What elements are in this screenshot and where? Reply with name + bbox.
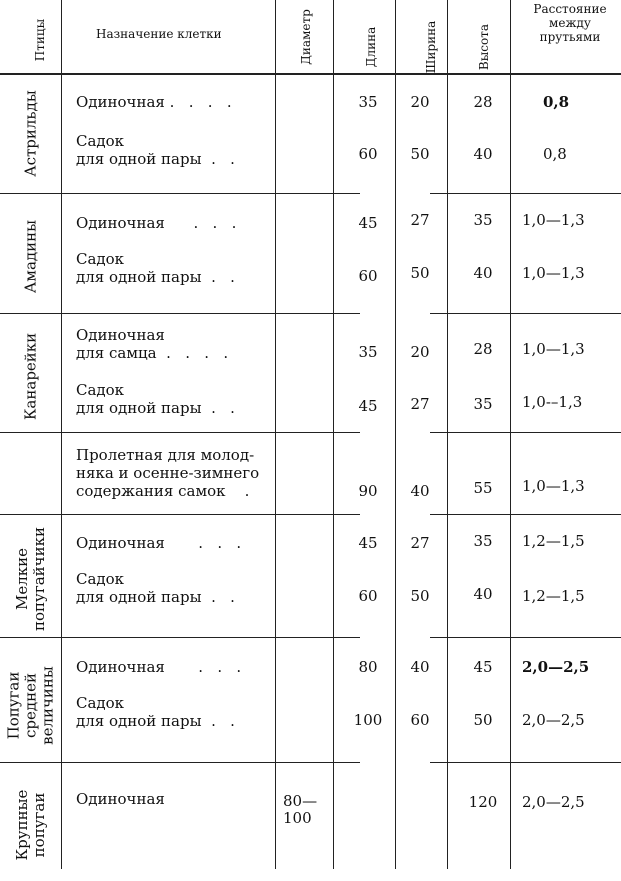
group-rule bbox=[0, 637, 360, 638]
cage-purpose: Одиночная для самца . . . . bbox=[76, 326, 229, 362]
header-spacing: Расстояние между прутьями bbox=[533, 2, 607, 44]
bar-spacing: 0,8 bbox=[543, 93, 570, 111]
col-rule-3 bbox=[333, 0, 334, 869]
cage-purpose: Одиночная . . . bbox=[76, 214, 237, 232]
col-rule-4 bbox=[395, 0, 396, 869]
cage-length: 35 bbox=[358, 343, 378, 361]
group-rule bbox=[0, 432, 360, 433]
cage-height: 28 bbox=[473, 93, 493, 111]
cage-height: 55 bbox=[473, 479, 493, 497]
col-rule-6 bbox=[510, 0, 511, 869]
cage-purpose: Одиночная . . . bbox=[76, 534, 242, 552]
col-rule-2 bbox=[275, 0, 276, 869]
bar-spacing: 2,0—2,5 bbox=[522, 658, 590, 676]
group-name: Попугаи средней величины bbox=[4, 666, 57, 745]
header-purpose: Назначение клетки bbox=[96, 27, 222, 41]
group-rule bbox=[430, 193, 621, 194]
bar-spacing: 2,0—2,5 bbox=[522, 711, 585, 729]
bar-spacing: 1,0-–1,3 bbox=[522, 393, 583, 411]
cage-height: 35 bbox=[473, 211, 493, 229]
cage-length: 60 bbox=[358, 587, 378, 605]
group-rule bbox=[0, 193, 360, 194]
cage-length: 45 bbox=[358, 397, 378, 415]
group-rule bbox=[0, 762, 360, 763]
cage-length: 45 bbox=[358, 534, 378, 552]
bar-spacing: 1,0—1,3 bbox=[522, 477, 585, 495]
cage-width: 40 bbox=[410, 658, 430, 676]
cage-purpose: Садок для одной пары . . bbox=[76, 132, 235, 168]
bar-spacing: 1,0—1,3 bbox=[522, 340, 585, 358]
cage-width: 50 bbox=[410, 145, 430, 163]
col-rule-1 bbox=[61, 0, 62, 869]
cage-height: 45 bbox=[473, 658, 493, 676]
cage-width: 60 bbox=[410, 711, 430, 729]
cage-purpose: Одиночная bbox=[76, 790, 165, 808]
cage-length: 100 bbox=[353, 711, 383, 729]
group-rule bbox=[430, 313, 621, 314]
bar-spacing: 1,2—1,5 bbox=[522, 587, 585, 605]
group-rule bbox=[430, 637, 621, 638]
cage-height: 35 bbox=[473, 395, 493, 413]
cage-height: 40 bbox=[473, 585, 493, 603]
group-rule bbox=[430, 432, 621, 433]
bar-spacing: 1,2—1,5 bbox=[522, 532, 585, 550]
bar-spacing: 1,0—1,3 bbox=[522, 211, 585, 229]
bar-spacing: 1,0—1,3 bbox=[522, 264, 585, 282]
cage-width: 20 bbox=[410, 93, 430, 111]
header-diameter: Диаметр bbox=[299, 9, 313, 65]
cage-length: 80 bbox=[358, 658, 378, 676]
cage-width: 40 bbox=[410, 482, 430, 500]
cage-purpose: Одиночная . . . bbox=[76, 658, 242, 676]
group-name: Канарейки bbox=[21, 332, 40, 421]
cage-length: 60 bbox=[358, 267, 378, 285]
cage-purpose: Одиночная . . . . bbox=[76, 93, 232, 111]
cage-width: 27 bbox=[410, 211, 430, 229]
cage-width: 50 bbox=[410, 587, 430, 605]
group-name: Крупные попугаи bbox=[13, 789, 48, 861]
cage-height: 28 bbox=[473, 340, 493, 358]
cage-height: 50 bbox=[473, 711, 493, 729]
cage-width: 27 bbox=[410, 534, 430, 552]
group-rule bbox=[0, 313, 360, 314]
cage-purpose: Садок для одной пары . . bbox=[76, 381, 235, 417]
group-rule bbox=[0, 514, 360, 515]
cage-purpose: Пролетная для молод- няка и осенне-зимнего содержания самок . bbox=[76, 446, 260, 500]
cage-purpose: Садок для одной пары . . bbox=[76, 694, 235, 730]
header-length: Длина bbox=[364, 26, 378, 68]
cage-width: 20 bbox=[410, 343, 430, 361]
cage-length: 90 bbox=[358, 482, 378, 500]
cage-length: 45 bbox=[358, 214, 378, 232]
header-rule bbox=[0, 73, 621, 75]
cage-width: 27 bbox=[410, 395, 430, 413]
group-rule bbox=[430, 762, 621, 763]
header-birds: Птицы bbox=[33, 18, 47, 62]
cage-purpose: Садок для одной пары . . bbox=[76, 570, 235, 606]
col-rule-5 bbox=[447, 0, 448, 869]
cage-height: 120 bbox=[468, 793, 498, 811]
cage-length: 35 bbox=[358, 93, 378, 111]
cage-width: 50 bbox=[410, 264, 430, 282]
group-name: Астрильды bbox=[21, 90, 40, 177]
cage-diameter: 80— 100 bbox=[283, 792, 318, 827]
cage-length: 60 bbox=[358, 145, 378, 163]
cage-height: 40 bbox=[473, 264, 493, 282]
header-height: Высота bbox=[477, 23, 491, 71]
cage-height: 35 bbox=[473, 532, 493, 550]
bar-spacing: 0,8 bbox=[543, 145, 567, 163]
header-width: Ширина bbox=[424, 20, 438, 74]
group-name: Амадины bbox=[21, 219, 40, 294]
cage-height: 40 bbox=[473, 145, 493, 163]
cage-purpose: Садок для одной пары . . bbox=[76, 250, 235, 286]
group-rule bbox=[430, 514, 621, 515]
group-name: Мелкие попугайчики bbox=[13, 527, 48, 631]
bar-spacing: 2,0—2,5 bbox=[522, 793, 585, 811]
